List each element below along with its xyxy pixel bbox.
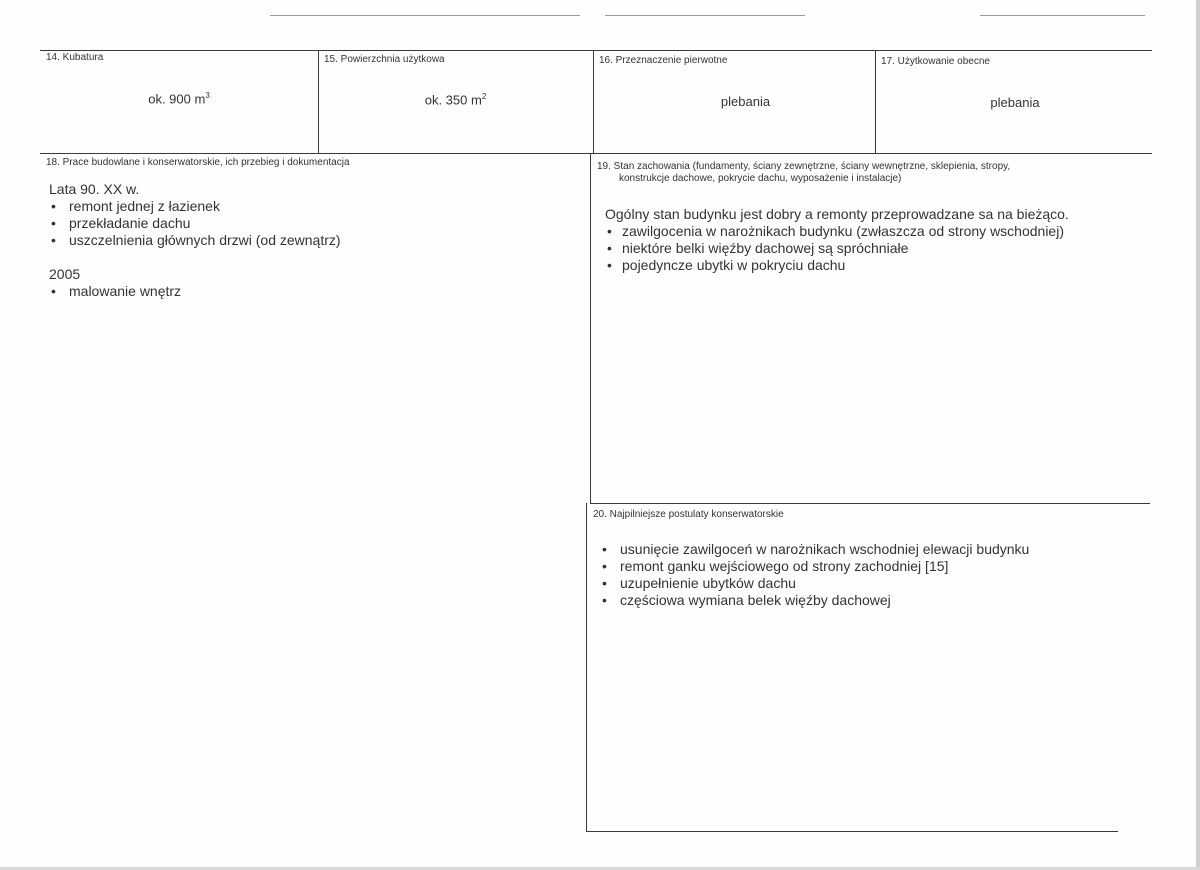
field-18-label: 18. Prace budowlane i konserwatorskie, ich przebieg i dokumentacja [46,157,350,168]
list-item: • zawilgocenia w narożnikach budynku (zwłaszcza od strony wschodniej) [605,223,1145,240]
field-14-value-text: ok. 900 m [148,91,206,107]
grid-line [590,153,591,503]
list-item: • częściowa wymiana belek więźby dachowej [600,592,1140,609]
scan-edge-shadow [1196,0,1200,870]
field-15-value [318,92,593,107]
field-19-label-line2: konstrukcje dachowe, pokrycie dachu, wyposażenie i instalacje) [619,173,902,184]
field-17-value: plebania [990,95,1040,110]
list-item: • niektóre belki więźby dachowej są spróchniałe [605,240,1145,257]
field-18-group-heading: Lata 90. XX w. [49,181,140,197]
field-20-list [600,541,1140,609]
field-15-unit-sup: 2 [481,92,487,101]
field-19-summary: Ogólny stan budynku jest dobry a remonty przeprowadzane sa na bieżąco. [605,206,1069,222]
list-item: • usunięcie zawilgoceń w narożnikach wschodniej elewacji budynku [600,541,1140,558]
field-14-label: 14. Kubatura [46,52,104,63]
field-18-list [49,283,569,300]
field-19-content [605,206,1145,274]
list-item: • pojedyncze ubytki w pokryciu dachu [605,257,1145,274]
field-15-value-text: ok. 350 m [424,92,482,108]
grid-line [586,503,587,831]
field-18-content [49,181,569,300]
grid-line [586,831,1118,832]
field-19-label [597,161,1147,185]
top-edge-line [270,15,580,16]
list-item: • remont jednej z łazienek [49,198,569,215]
grid-line [590,503,1150,504]
list-item: • uszczelnienia głównych drzwi (od zewnątrz) [49,232,569,249]
top-edge-line [980,15,1145,16]
field-16-label: 16. Przeznaczenie pierwotne [599,55,728,66]
list-item: • remont ganku wejściowego od strony zachodniej [15] [600,558,1140,575]
list-item: • uzupełnienie ubytków dachu [600,575,1140,592]
field-18-group-heading: 2005 [49,266,81,282]
list-item: • malowanie wnętrz [49,283,569,300]
field-14-value [40,91,318,106]
field-19-list [605,223,1145,274]
grid-line [40,153,1152,154]
field-16-value: plebania [720,94,771,109]
field-17-label: 17. Użytkowanie obecne [881,56,990,67]
top-edge-line [605,15,805,16]
field-14-unit-sup: 3 [205,91,210,100]
field-18-list [49,198,569,249]
list-item: • przekładanie dachu [49,215,569,232]
field-19-label-line1: 19. Stan zachowania (fundamenty, ściany zewnętrzne, ściany wewnętrzne, sklepienia, stropy, [597,161,1011,172]
field-20-label: 20. Najpilniejsze postulaty konserwatorskie [593,509,784,520]
field-20-content [600,541,1140,609]
field-15-label: 15. Powierzchnia użytkowa [324,54,445,65]
grid-line [40,50,1152,51]
